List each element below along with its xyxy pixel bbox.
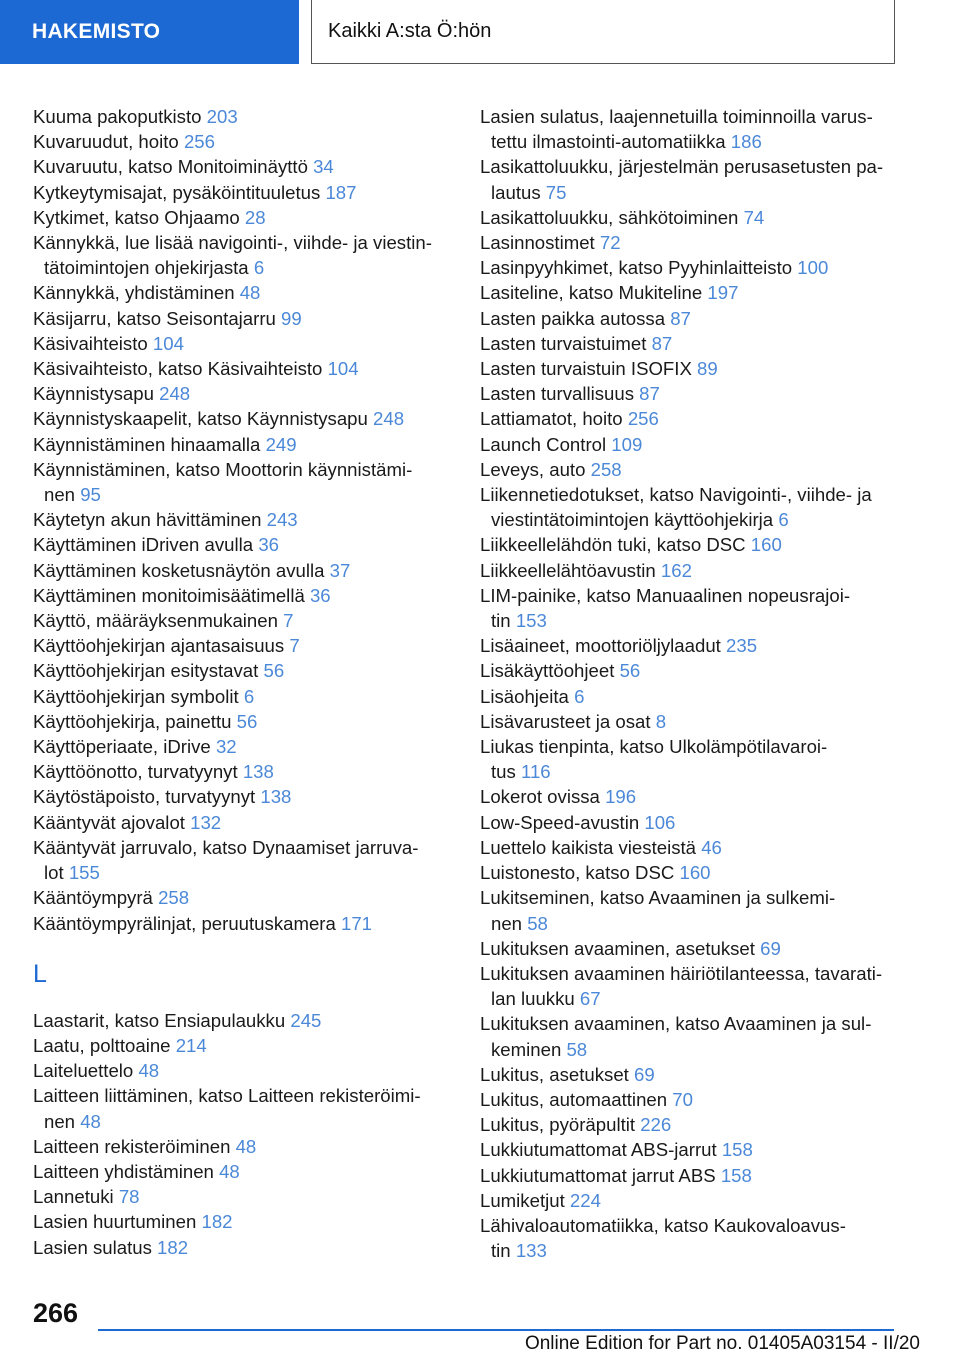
index-entry [33,608,453,633]
index-list-l [33,1008,453,1260]
entry-text: Lisäkäyttöohjeet [480,660,615,682]
entry-text-continued: tettu ilmastointi-automatiikka [491,131,726,153]
entry-text: Kääntyvät jarruvalo, katso Dynaamiset jarruva- [33,836,419,858]
index-entry [480,633,910,658]
entry-text-continued: tin [491,1240,511,1262]
entry-text: Luettelo kaikista viesteistä [480,836,697,858]
entry-text: Low-Speed-avustin [480,811,640,833]
entry-text: Kytkimet, katso Ohjaamo [33,206,240,228]
entry-text: Lukitus, automaattinen [480,1088,668,1110]
page-reference-link[interactable]: 196 [605,786,637,808]
index-entry [480,205,910,230]
entry-text: Käyttöohjekirjan ajantasaisuus [33,635,285,657]
page-reference-link[interactable]: 155 [68,862,100,884]
index-entry [480,1137,910,1162]
page-reference-link[interactable]: 99 [281,307,302,329]
entry-text: Lokerot ovissa [480,786,600,808]
index-entry [33,457,453,507]
page-reference-link[interactable]: 106 [644,811,676,833]
entry-text: Käsivaihteisto, katso Käsivaihteisto [33,358,323,380]
index-entry [480,255,910,280]
index-entry [33,885,453,910]
page-reference-link[interactable]: 72 [599,232,621,254]
page-reference-link[interactable]: 235 [726,635,758,657]
entry-text: Lähivaloautomatiikka, katso Kaukovaloavus- [480,1214,846,1236]
page-reference-link[interactable]: 56 [619,660,641,682]
entry-text: Lattiamatot, hoito [480,408,623,430]
index-entry [33,406,453,431]
index-entry [480,583,910,633]
page-reference-link[interactable]: 104 [327,358,359,380]
page-reference-link[interactable]: 69 [760,937,781,959]
page-reference-link[interactable]: 70 [672,1088,693,1110]
page-reference-link[interactable]: 100 [797,257,829,279]
page-reference-link[interactable]: 7 [289,635,300,657]
page-reference-link[interactable]: 186 [730,131,762,153]
index-entry [33,835,453,885]
entry-text: Lasten turvallisuus [480,383,634,405]
entry-text: Launch Control [480,433,607,455]
entry-text-continued: viestintätoimintojen käyttöohjekirja [491,509,774,531]
index-entry [33,1134,453,1159]
index-entry [480,331,910,356]
entry-text: Liikennetiedotukset, katso Navigointi-, viihde- ja [480,484,872,506]
entry-text: Liikkeellelähdön tuki, katso DSC [480,534,746,556]
page-reference-link[interactable]: 187 [325,181,357,203]
index-entry [480,885,910,935]
page-reference-link[interactable]: 34 [313,156,334,178]
entry-text: Käytöstäpoisto, turvatyynyt [33,786,256,808]
entry-text: Käyttöohjekirja, painettu [33,710,232,732]
page-reference-link[interactable]: 160 [679,862,711,884]
page-reference-link[interactable]: 203 [206,106,238,127]
entry-text: Kytkeytymisajat, pysäköintituuletus [33,181,321,203]
page-reference-link[interactable]: 48 [239,282,261,304]
index-entry [33,280,453,305]
index-column-left [33,104,453,1260]
entry-text-continued: nen [491,912,523,934]
entry-text: Lisäaineet, moottoriöljylaadut [480,635,721,657]
page-reference-link[interactable]: 248 [159,383,191,405]
index-entry [33,331,453,356]
index-entry [33,306,453,331]
entry-text: Kääntöympyrälinjat, peruutuskamera [33,912,336,934]
entry-text: Lukitus, pyöräpultit [480,1114,636,1136]
page-reference-link[interactable]: 69 [634,1063,655,1085]
index-entry [480,306,910,331]
index-entry [480,810,910,835]
page-reference-link[interactable]: 32 [215,736,237,758]
index-entry [480,784,910,809]
entry-text: Käyttäminen monitoimisäätimellä [33,584,305,606]
entry-text-continued: lautus [491,181,541,203]
index-entry [480,1163,910,1188]
entry-text: Lukituksen avaaminen häiriötilanteessa, tavarati- [480,962,883,984]
index-entry [480,936,910,961]
index-entry [480,154,910,204]
page-reference-link[interactable]: 162 [660,559,692,581]
index-entry [33,1184,453,1209]
entry-text: Käynnistyskaapelit, katso Käynnistysapu [33,408,368,430]
index-entry [33,684,453,709]
page-reference-link[interactable]: 36 [258,534,279,556]
index-list-k [33,104,453,936]
page-reference-link[interactable]: 28 [244,206,266,228]
entry-text: Lukitseminen, katso Avaaminen ja sulkemi- [480,887,836,909]
entry-text: Lukituksen avaaminen, asetukset [480,937,755,959]
entry-text-continued: lot [44,862,64,884]
page-reference-link[interactable]: 87 [670,307,691,329]
page-reference-link[interactable]: 182 [201,1211,233,1233]
page-reference-link[interactable]: 75 [545,181,567,203]
entry-text: Lasinnostimet [480,232,595,254]
section-tab [0,0,299,64]
page-reference-link[interactable]: 48 [80,1110,101,1132]
page-reference-link[interactable]: 171 [341,912,373,934]
page-reference-link[interactable]: 56 [236,710,258,732]
entry-text: Lukkiutumattomat ABS-jarrut [480,1139,717,1161]
page-reference-link[interactable]: 243 [266,509,298,531]
section-letter: L [33,959,47,988]
index-entry [33,532,453,557]
index-entry [33,1033,453,1058]
entry-text: Lumiketjut [480,1189,565,1211]
page-reference-link[interactable]: 37 [329,559,351,581]
entry-text: Käyttö, määräyksenmukainen [33,610,278,632]
page-reference-link[interactable]: 87 [639,383,660,405]
index-entry [33,129,453,154]
page-reference-link[interactable]: 226 [640,1114,672,1136]
entry-text: Lukituksen avaaminen, katso Avaaminen ja sul- [480,1013,872,1035]
index-entry [33,356,453,381]
entry-text: Lasien sulatus [33,1236,152,1258]
entry-text: Käynnistäminen hinaamalla [33,433,261,455]
page-reference-link[interactable]: 214 [175,1034,207,1056]
page-reference-link[interactable]: 36 [309,584,331,606]
index-entry [480,104,910,154]
entry-text: Liukas tienpinta, katso Ulkolämpötilavaroi- [480,736,828,758]
entry-text: Lisäohjeita [480,685,569,707]
page-reference-link[interactable]: 48 [138,1060,160,1082]
entry-text: Liikkeellelähtöavustin [480,559,656,581]
entry-text: Lisävarusteet ja osat [480,710,651,732]
page-reference-link[interactable]: 58 [527,912,548,934]
page-reference-link[interactable]: 89 [697,358,718,380]
entry-text-continued: tin [491,610,511,632]
index-entry [480,709,910,734]
page-reference-link[interactable]: 78 [118,1186,140,1208]
page-reference-link[interactable]: 153 [515,610,547,632]
entry-text: Käyttäminen iDriven avulla [33,534,254,556]
index-entry [480,658,910,683]
index-entry [33,734,453,759]
index-entry [33,1209,453,1234]
index-entry [33,784,453,809]
page-reference-link[interactable]: 258 [158,887,190,909]
index-entry [33,1083,453,1133]
entry-text: Leveys, auto [480,458,586,480]
entry-text: Käsijarru, katso Seisontajarru [33,307,276,329]
entry-text: Lasien sulatus, laajennetuilla toiminnoilla varus- [480,106,873,127]
page-reference-link[interactable]: 258 [590,458,622,480]
entry-text: Laitteen rekisteröiminen [33,1135,231,1157]
page-reference-link[interactable]: 138 [260,786,292,808]
index-entry [480,961,910,1011]
entry-text: Käyttöönotto, turvatyynyt [33,761,238,783]
index-entry [480,734,910,784]
index-entry [33,230,453,280]
entry-text: Kuvaruudut, hoito [33,131,179,153]
index-entry [480,1062,910,1087]
index-entry [33,205,453,230]
entry-text: Laitteen yhdistäminen [33,1160,214,1182]
page-reference-link[interactable]: 256 [627,408,659,430]
entry-text: Kuuma pakoputkisto [33,106,202,127]
page-reference-link[interactable]: 6 [253,257,265,279]
entry-text: Laastarit, katso Ensiapulaukku [33,1009,286,1031]
index-column-right [480,104,910,1263]
index-entry [33,507,453,532]
index-entry [480,532,910,557]
page-reference-link[interactable]: 116 [520,761,551,783]
section-label: HAKEMISTO [32,20,161,43]
entry-text: Käyttäminen kosketusnäytön avulla [33,559,325,581]
page-reference-link[interactable]: 95 [80,484,101,506]
entry-text: Kännykkä, lue lisää navigointi-, viihde- ja viestin- [33,232,432,254]
page-reference-link[interactable]: 158 [720,1164,752,1186]
entry-text: Lannetuki [33,1186,114,1208]
page-reference-link[interactable]: 6 [778,509,789,531]
footer-divider [98,1329,894,1331]
index-entry [480,1087,910,1112]
entry-text: Luistonesto, katso DSC [480,862,675,884]
index-entry [33,104,453,129]
page-reference-link[interactable]: 256 [183,131,215,153]
index-entry [33,154,453,179]
entry-text: Laatu, polttoaine [33,1034,171,1056]
page-reference-link[interactable]: 6 [574,685,585,707]
entry-text: Käyttöohjekirjan esitystavat [33,660,259,682]
entry-text: Kuvaruutu, katso Monitoiminäyttö [33,156,308,178]
index-entry [33,558,453,583]
entry-text: Käyttöohjekirjan symbolit [33,685,239,707]
entry-text: Lasikattoluukku, sähkötoiminen [480,206,739,228]
index-list-right [480,104,910,1263]
entry-text: Lasikattoluukku, järjestelmän perusasetusten pa- [480,156,884,178]
index-entry [480,406,910,431]
index-entry [480,835,910,860]
page-reference-link[interactable]: 67 [579,988,601,1010]
index-entry [33,583,453,608]
page-reference-link[interactable]: 7 [283,610,294,632]
index-entry [480,280,910,305]
index-entry [480,356,910,381]
page-reference-link[interactable]: 48 [235,1135,257,1157]
index-entry [33,432,453,457]
page-reference-link[interactable]: 6 [243,685,255,707]
entry-text-continued: tus [491,761,516,783]
index-entry [480,482,910,532]
page-reference-link[interactable]: 56 [263,660,285,682]
entry-text: Lasten turvaistuimet [480,332,647,354]
index-entry [33,1159,453,1184]
entry-text: Käsivaihteisto [33,332,148,354]
index-entry [33,633,453,658]
page-reference-link[interactable]: 58 [566,1038,588,1060]
entry-text: Lasinpyyhkimet, katso Pyyhinlaitteisto [480,257,793,279]
entry-text: Käynnistysapu [33,383,154,405]
page-reference-link[interactable]: 160 [750,534,782,556]
index-entry [480,1213,910,1263]
index-entry [33,1008,453,1033]
page-reference-link[interactable]: 133 [515,1240,547,1262]
entry-text-continued: lan luukku [491,988,575,1010]
page-reference-link[interactable]: 109 [611,433,643,455]
page-reference-link[interactable]: 46 [701,836,722,858]
index-entry [33,1058,453,1083]
index-entry [480,230,910,255]
index-entry [480,1112,910,1137]
entry-text: LIM-painike, katso Manuaalinen nopeusrajoi- [480,584,851,606]
index-entry [480,457,910,482]
page-reference-link[interactable]: 158 [721,1139,753,1161]
page-number: 266 [33,1298,79,1328]
footer-edition: Online Edition for Part no. 01405A03154 - II/20 [524,1333,920,1354]
index-entry [33,810,453,835]
page-reference-link[interactable]: 182 [157,1236,189,1258]
page-title-box [311,0,895,64]
index-entry [33,759,453,784]
index-entry [33,911,453,936]
index-entry [33,381,453,406]
index-entry [480,432,910,457]
entry-text: Lukkiutumattomat jarrut ABS [480,1164,716,1186]
entry-text: Laitteen liittäminen, katso Laitteen rekisteröimi- [33,1085,421,1107]
page-reference-link[interactable]: 245 [290,1009,322,1031]
entry-text: Kääntöympyrä [33,887,153,909]
entry-text: Lasten turvaistuin ISOFIX [480,358,692,380]
entry-text: Käyttöperiaate, iDrive [33,736,211,758]
page-reference-link[interactable]: 48 [219,1160,240,1182]
page-title: Kaikki A:sta Ö:hön [328,20,492,42]
entry-text: Käynnistäminen, katso Moottorin käynnistämi- [33,458,413,480]
page-reference-link[interactable]: 197 [707,282,739,304]
entry-text: Laiteluettelo [33,1060,134,1082]
index-entry [33,1235,453,1260]
index-entry [480,1188,910,1213]
page-reference-link[interactable]: 249 [265,433,297,455]
entry-text: Kääntyvät ajovalot [33,811,185,833]
entry-text: Lukitus, asetukset [480,1063,629,1085]
entry-text: Lasten paikka autossa [480,307,666,329]
index-entry [480,1011,910,1061]
index-entry [33,709,453,734]
entry-text-continued: tätoimintojen ohjekirjasta [44,257,249,279]
entry-text: Lasiteline, katso Mukiteline [480,282,703,304]
index-entry [33,658,453,683]
entry-text: Käytetyn akun hävittäminen [33,509,262,531]
page-reference-link[interactable]: 74 [743,206,765,228]
page-reference-link[interactable]: 224 [569,1189,601,1211]
index-entry [480,684,910,709]
entry-text: Kännykkä, yhdistäminen [33,282,235,304]
entry-text-continued: keminen [491,1038,562,1060]
entry-text-continued: nen [44,484,76,506]
page-reference-link[interactable]: 138 [242,761,274,783]
page-reference-link[interactable]: 87 [651,332,673,354]
entry-text-continued: nen [44,1110,76,1132]
index-entry [33,180,453,205]
page-reference-link[interactable]: 104 [152,332,184,354]
page-reference-link[interactable]: 248 [373,408,405,430]
page-reference-link[interactable]: 8 [655,710,667,732]
index-entry [480,860,910,885]
index-entry [480,381,910,406]
page-reference-link[interactable]: 132 [190,811,222,833]
entry-text: Lasien huurtuminen [33,1211,197,1233]
index-entry [480,558,910,583]
